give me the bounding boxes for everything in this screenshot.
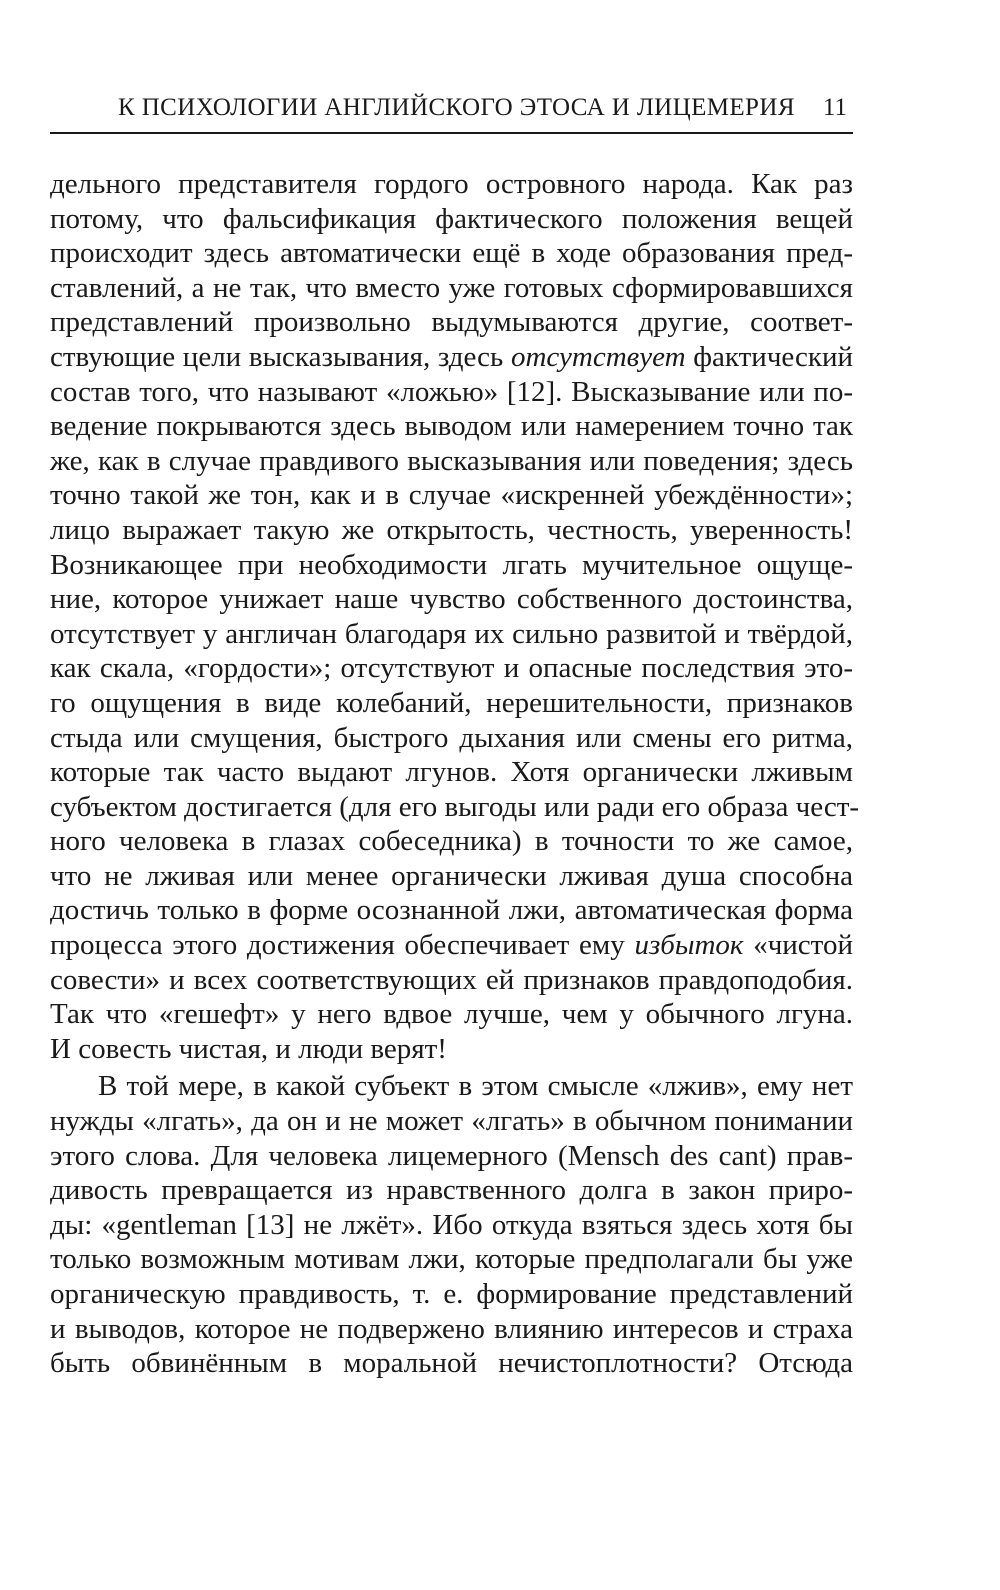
text-line: достичь только в форме осознанной лжи, автоматическая форма [50, 894, 853, 927]
text-line: го ощущения в виде колебаний, нерешительности, признаков [50, 686, 853, 719]
emphasized-word: отсутствует [510, 340, 686, 373]
text-line: и выводов, которое не подвержено влиянию интересов и страха [50, 1312, 853, 1345]
text-line: субъектом достигается (для его выгоды или ради его образа чест- [50, 790, 860, 823]
text-line: И совесть чистая, и люди верят! [50, 1032, 447, 1065]
body-text [50, 167, 860, 1381]
text-segment: фактический [685, 340, 853, 373]
page-number: 11 [822, 94, 847, 121]
text-line: ного человека в глазах собеседника) в точности то же самое, [50, 825, 853, 858]
text-segment: «чистой [743, 929, 853, 962]
text-line: ды: «gentleman [13] не лжёт». Ибо откуда взяться здесь хотя бы [50, 1208, 853, 1241]
text-line: стыда или смущения, быстрого дыхания или смены его ритма, [50, 721, 853, 754]
text-line: представлений произвольно выдумываются другие, соответ- [50, 306, 853, 339]
text-line: нужды «лгать», да он и не может «лгать» в обычном понимании [50, 1105, 853, 1138]
text-line: как скала, «гордости»; отсутствуют и опасные последствия это- [50, 652, 853, 685]
text-line: Возникающее при необходимости лгать мучительное ощуще- [50, 548, 853, 581]
text-line: которые так часто выдают лгунов. Хотя органически лживым [50, 756, 853, 789]
text-line: состав того, что называют «ложью» [12]. Высказывание или по- [50, 375, 853, 408]
text-line: точно такой же тон, как и в случае «искренней убеждённости»; [50, 479, 853, 512]
text-line: дельного представителя гордого островного народа. Как раз [50, 168, 853, 200]
text-line: ведение покрываются здесь выводом или намерением точно так [50, 410, 853, 443]
emphasized-word: избыток [634, 929, 744, 962]
text-line: что не лживая или менее органически лживая душа способна [50, 859, 853, 892]
text-line: органическую правдивость, т. е. формирование представлений [50, 1278, 853, 1310]
text-line: быть обвинённым в моральной нечистоплотности? Отсюда [50, 1347, 853, 1380]
text-line [50, 928, 853, 963]
text-line: совести» и всех соответствующих ей признаков правдоподобия. [50, 963, 853, 996]
text-segment: процесса этого достижения обеспечивает ему [50, 929, 635, 962]
text-line: потому, что фальсификация фактического положения вещей [50, 202, 853, 235]
text-line: В той мере, в какой субъект в этом смысле «лжив», ему нет [98, 1070, 853, 1103]
text-line: Так что «гешефт» у него вдвое лучше, чем у обычного лгуна. [50, 998, 853, 1031]
running-title: К ПСИХОЛОГИИ АНГЛИЙСКОГО ЭТОСА И ЛИЦЕМЕРИЯ [118, 94, 795, 121]
text-line: только возможным мотивам лжи, которые предполагали бы уже [50, 1243, 853, 1276]
text-segment: ствующие цели высказывания, здесь [50, 340, 511, 373]
text-line: лицо выражает такую же открытость, честность, уверенность! [50, 513, 853, 546]
text-line: этого слова. Для человека лицемерного (Mensch des cant) прав- [50, 1139, 853, 1172]
running-header [50, 92, 853, 134]
text-line: ние, которое унижает наше чувство собственного достоинства, [50, 583, 853, 616]
text-line: же, как в случае правдивого высказывания или поведения; здесь [50, 444, 853, 477]
text-line: отсутствует у англичан благодаря их сильно развитой и твёрдой, [50, 617, 853, 650]
text-line: дивость превращается из нравственного долга в закон приро- [50, 1174, 853, 1207]
text-line [50, 340, 853, 375]
text-line: происходит здесь автоматически ещё в ходе образования пред- [50, 237, 853, 270]
text-line: ставлений, а не так, что вместо уже готовых сформировавшихся [50, 271, 853, 304]
